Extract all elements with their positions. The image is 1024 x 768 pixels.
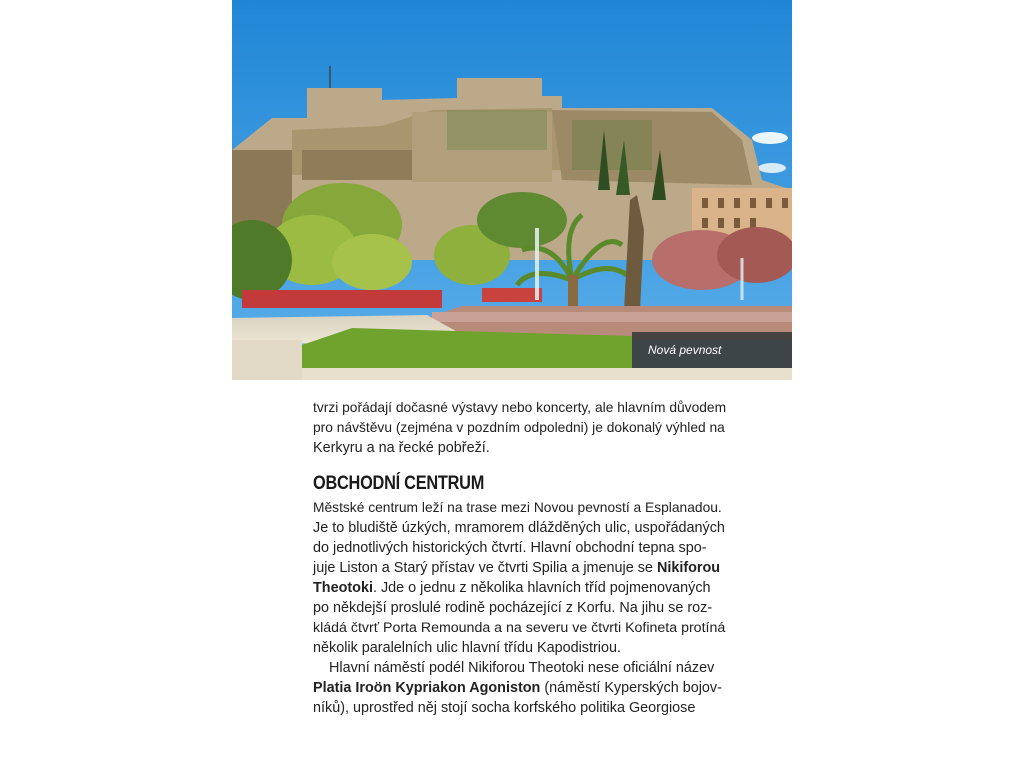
paragraph-line	[313, 558, 726, 578]
photo-caption: Nová pevnost	[632, 332, 792, 368]
paragraph-line: Je to bludiště úzkých, mramorem dlážděných ulic, uspořádaných	[313, 520, 725, 536]
section-heading: OBCHODNÍ CENTRUM	[313, 473, 485, 494]
paragraph-line	[313, 678, 726, 698]
paragraph-line: kládá čtvrť Porta Remounda a na severu ve čtvrti Kofineta protíná	[313, 620, 726, 636]
paragraph-line	[313, 578, 726, 598]
street-name-bold: Theotoki	[313, 580, 373, 596]
paragraph-line: níků), uprostřed něj stojí socha korfského politika Georgiose	[313, 700, 696, 716]
fortress-illustration	[232, 0, 792, 380]
square-name-bold: Platia Iroön Kypriakon Agoniston	[313, 680, 541, 696]
fortress-photo	[232, 0, 792, 380]
paragraph-line: několik paralelních ulic hlavní třídu Kapodistriou.	[313, 640, 621, 656]
paragraph-line: do jednotlivých historických čtvrtí. Hlavní obchodní tepna spo-	[313, 540, 707, 556]
text-run: . Jde o jednu z několika hlavních tříd pojmenovaných	[372, 580, 711, 596]
intro-line: pro návštěvu (zejména v pozdním odpoledni) je dokonalý výhled na	[313, 420, 725, 435]
paragraph-line: Městské centrum leží na trase mezi Novou pevností a Esplanadou.	[313, 500, 722, 515]
street-name-bold: Nikiforou	[656, 560, 721, 576]
paragraph-line: Hlavní náměstí podél Nikiforou Theotoki nese oficiální název	[329, 660, 715, 676]
article-body	[313, 398, 726, 718]
text-run: (náměstí Kyperských bojov-	[540, 680, 722, 696]
paragraph-line: po někdejší proslulé rodině pocházející z Korfu. Na jihu se roz-	[313, 600, 713, 616]
text-run: juje Liston a Starý přístav ve čtvrti Spilia a jmenuje se	[313, 560, 657, 576]
intro-line: tvrzi pořádají dočasné výstavy nebo koncerty, ale hlavním důvodem	[313, 400, 727, 415]
intro-line: Kerkyru a na řecké pobřeží.	[313, 440, 490, 456]
